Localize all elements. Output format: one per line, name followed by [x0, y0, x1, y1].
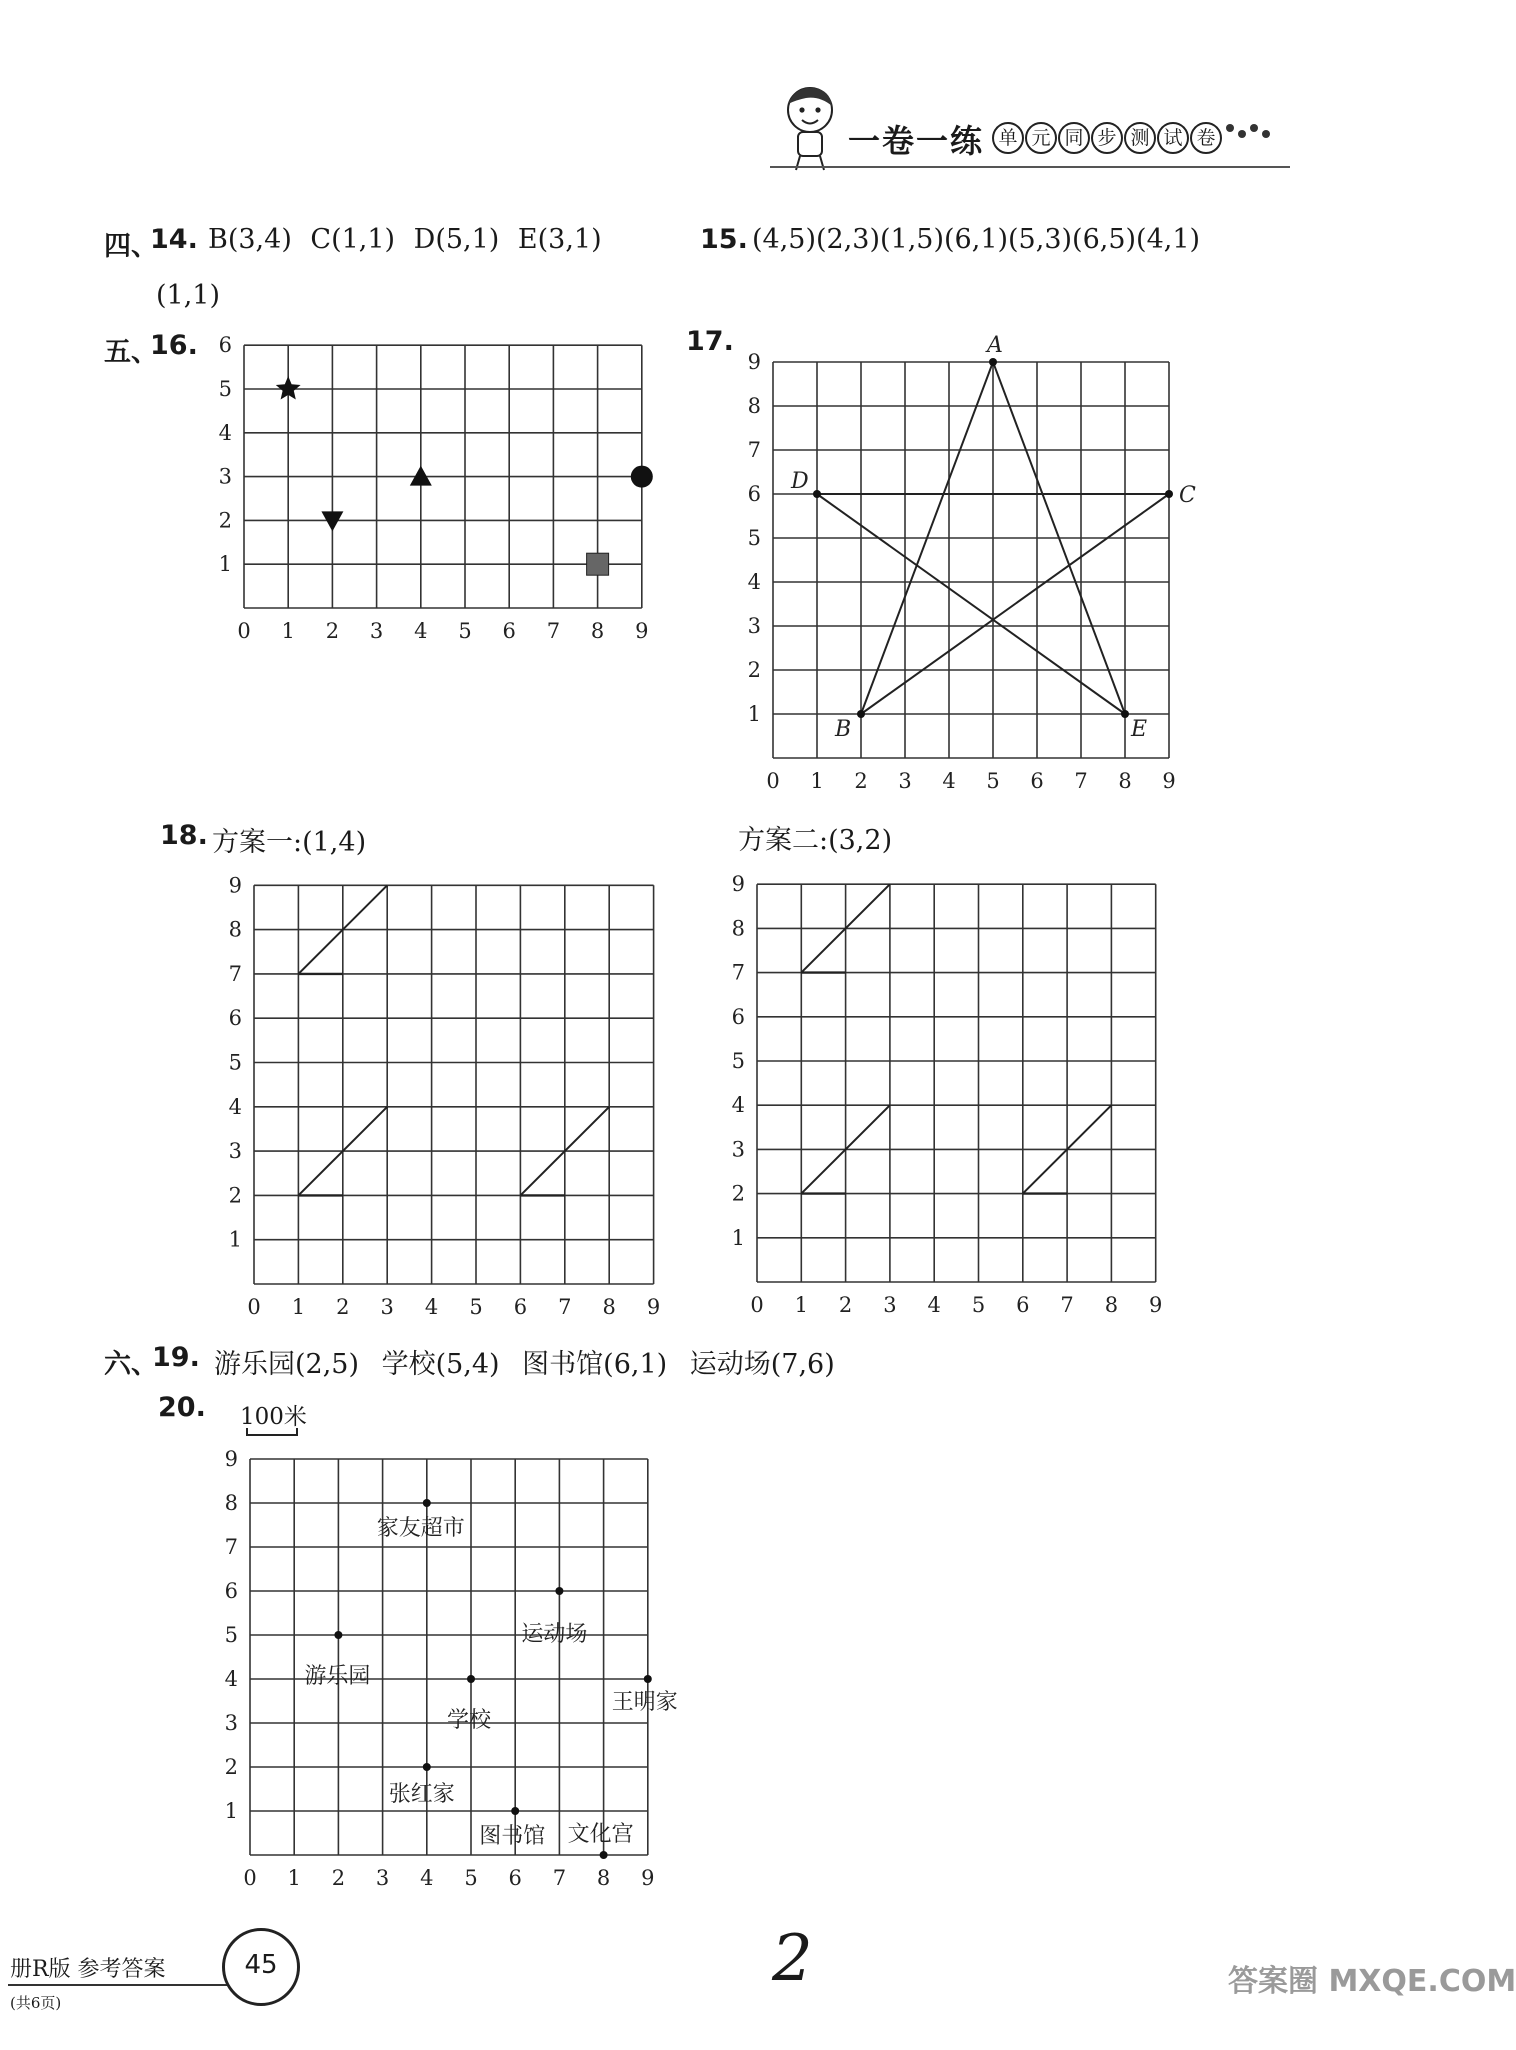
y-tick-label: 6	[747, 482, 761, 506]
x-tick-label: 8	[596, 1866, 611, 1890]
x-tick-label: 8	[1118, 769, 1132, 793]
location-point	[423, 1499, 431, 1507]
q14-answer: B(3,4) C(1,1) D(5,1) E(3,1)	[208, 224, 602, 255]
x-tick-label: 0	[750, 1293, 764, 1317]
x-tick-label: 3	[369, 619, 384, 643]
y-tick-label: 4	[224, 1667, 238, 1691]
vertex-point	[857, 710, 865, 718]
y-tick-label: 8	[228, 917, 242, 942]
header-char: 元	[1025, 122, 1057, 154]
y-tick-label: 5	[747, 526, 761, 550]
star-edge	[861, 494, 1169, 714]
location-label: 游乐园	[304, 1664, 371, 1689]
q15-answer: (4,5)(2,3)(1,5)(6,1)(5,3)(6,5)(4,1)	[752, 224, 1201, 255]
y-tick-label: 4	[747, 570, 761, 594]
y-tick-label: 1	[218, 552, 232, 577]
y-tick-label: 7	[731, 960, 745, 985]
x-tick-label: 5	[986, 769, 1000, 793]
vertex-point	[989, 358, 997, 366]
y-tick-label: 7	[228, 961, 242, 986]
y-tick-label: 9	[731, 872, 745, 897]
star-edge	[817, 494, 1125, 714]
x-tick-label: 3	[898, 769, 912, 793]
x-tick-label: 2	[854, 769, 868, 793]
triangle-up-marker	[410, 466, 432, 486]
x-tick-label: 1	[291, 1295, 306, 1319]
y-tick-label: 7	[224, 1535, 238, 1559]
header-char: 试	[1157, 122, 1189, 154]
x-tick-label: 1	[794, 1293, 808, 1317]
x-tick-label: 5	[469, 1295, 483, 1319]
y-tick-label: 7	[747, 438, 761, 462]
vertex-point	[813, 490, 821, 498]
vertex-point	[1165, 490, 1173, 498]
x-tick-label: 5	[971, 1293, 986, 1317]
x-tick-label: 2	[838, 1293, 853, 1317]
header-char: 测	[1124, 122, 1156, 154]
y-tick-label: 2	[747, 658, 761, 682]
x-tick-label: 3	[375, 1866, 390, 1890]
q15-number: 15.	[700, 224, 748, 255]
location-label: 王明家	[611, 1690, 678, 1715]
header-char: 单	[992, 122, 1024, 154]
footer-rule	[8, 1984, 228, 1986]
y-tick-label: 8	[224, 1491, 238, 1515]
x-tick-label: 9	[635, 619, 649, 643]
x-tick-label: 8	[1104, 1293, 1119, 1317]
x-tick-label: 3	[883, 1293, 897, 1317]
vertex-label: B	[835, 717, 852, 742]
header-char: 卷	[1190, 122, 1222, 154]
y-tick-label: 2	[228, 1183, 242, 1208]
y-tick-label: 5	[228, 1050, 242, 1075]
x-tick-label: 0	[237, 619, 251, 643]
x-tick-label: 7	[1074, 769, 1088, 793]
location-label: 学校	[447, 1708, 492, 1733]
y-tick-label: 8	[747, 394, 761, 418]
brand-title: 一卷一练	[848, 122, 985, 160]
y-tick-label: 3	[218, 464, 232, 489]
x-tick-label: 8	[590, 619, 605, 643]
x-tick-label: 2	[331, 1866, 346, 1890]
q17-number: 17.	[686, 326, 734, 357]
section-5-label: 五、	[104, 337, 158, 368]
y-tick-label: 1	[224, 1799, 238, 1823]
x-tick-label: 8	[602, 1295, 616, 1319]
location-point	[334, 1631, 342, 1639]
q14-number: 14.	[150, 224, 198, 255]
section-4-label: 四、	[104, 231, 158, 262]
location-point	[600, 1851, 608, 1859]
section-6-label: 六、	[104, 1349, 158, 1380]
x-tick-label: 1	[281, 619, 295, 643]
y-tick-label: 4	[731, 1093, 745, 1118]
y-tick-label: 9	[228, 873, 242, 898]
location-label: 图书馆	[479, 1824, 546, 1849]
q19-answer: 游乐园(2,5) 学校(5,4) 图书馆(6,1) 运动场(7,6)	[214, 1349, 835, 1380]
header-char: 同	[1058, 122, 1090, 154]
vertex-label: A	[987, 333, 1003, 358]
location-label: 家友超市	[376, 1516, 465, 1541]
scale-label: 100米	[240, 1404, 307, 1430]
x-tick-label: 3	[380, 1295, 394, 1319]
vertex-point	[1121, 710, 1129, 718]
x-tick-label: 2	[325, 619, 340, 643]
y-tick-label: 5	[731, 1049, 745, 1073]
location-label: 运动场	[521, 1622, 588, 1647]
x-tick-label: 9	[641, 1866, 655, 1890]
x-tick-label: 0	[247, 1295, 261, 1319]
y-tick-label: 6	[224, 1579, 238, 1603]
y-tick-label: 3	[228, 1139, 242, 1164]
x-tick-label: 7	[1060, 1293, 1074, 1317]
square-marker	[587, 553, 609, 575]
location-point	[423, 1763, 431, 1771]
y-tick-label: 4	[218, 420, 232, 445]
x-tick-label: 0	[766, 769, 780, 793]
y-tick-label: 2	[218, 508, 232, 533]
y-tick-label: 1	[731, 1225, 745, 1250]
x-tick-label: 0	[243, 1866, 257, 1890]
x-tick-label: 6	[513, 1295, 528, 1319]
x-tick-label: 7	[558, 1295, 572, 1319]
q20-number: 20.	[158, 1392, 206, 1423]
x-tick-label: 4	[942, 769, 956, 793]
location-label: 文化宫	[567, 1822, 634, 1847]
y-tick-label: 3	[731, 1137, 745, 1162]
q18-number: 18.	[160, 820, 208, 851]
y-tick-label: 8	[731, 916, 745, 941]
x-tick-label: 9	[1149, 1293, 1163, 1317]
y-tick-label: 3	[747, 614, 761, 638]
location-label: 张红家	[388, 1782, 455, 1807]
x-tick-label: 9	[1162, 769, 1176, 793]
x-tick-label: 7	[552, 1866, 567, 1890]
vertex-label: E	[1131, 717, 1148, 742]
footer-pages-total: (共6页)	[10, 1994, 62, 2012]
y-tick-label: 4	[228, 1094, 242, 1119]
y-tick-label: 3	[224, 1711, 238, 1735]
q18-plan2-label: 方案二:(3,2)	[738, 825, 893, 856]
y-tick-label: 1	[747, 702, 761, 726]
x-tick-label: 4	[424, 1295, 439, 1319]
x-tick-label: 4	[927, 1293, 941, 1317]
x-tick-label: 1	[810, 769, 824, 793]
location-point	[555, 1587, 563, 1595]
q16-number: 16.	[150, 330, 198, 361]
y-tick-label: 6	[731, 1004, 745, 1029]
x-tick-label: 4	[414, 619, 428, 643]
y-tick-label: 9	[747, 350, 761, 374]
footer-edition: 册R版 参考答案	[10, 1957, 166, 1982]
x-tick-label: 6	[508, 1866, 522, 1890]
x-tick-label: 5	[464, 1866, 478, 1890]
y-tick-label: 5	[218, 377, 232, 401]
x-tick-label: 7	[546, 619, 561, 643]
x-tick-label: 9	[646, 1295, 661, 1319]
y-tick-label: 2	[224, 1755, 238, 1779]
y-tick-label: 5	[224, 1623, 238, 1647]
triangle-down-marker	[321, 511, 343, 531]
watermark: 答案圈 MXQE.COM	[1228, 1964, 1516, 1999]
q15-answer-continued: (1,1)	[156, 280, 221, 311]
x-tick-label: 6	[1016, 1293, 1030, 1317]
vertex-label: D	[791, 469, 809, 494]
header-char: 步	[1091, 122, 1123, 154]
page-number: 45	[244, 1950, 278, 1980]
x-tick-label: 1	[287, 1866, 301, 1890]
y-tick-label: 6	[228, 1006, 242, 1031]
y-tick-label: 9	[224, 1447, 238, 1471]
location-point	[511, 1807, 519, 1815]
x-tick-label: 6	[502, 619, 516, 643]
q18-plan1-label: 方案一:(1,4)	[212, 827, 367, 858]
vertex-label: C	[1179, 483, 1196, 508]
x-tick-label: 5	[458, 619, 472, 643]
circle-marker	[631, 466, 653, 488]
x-tick-label: 2	[336, 1295, 350, 1319]
handwritten-page-number: 2	[772, 1922, 813, 1996]
x-tick-label: 4	[420, 1866, 434, 1890]
y-tick-label: 1	[228, 1227, 242, 1252]
q19-number: 19.	[152, 1342, 200, 1373]
y-tick-label: 6	[218, 333, 232, 358]
y-tick-label: 2	[731, 1181, 745, 1206]
location-point	[644, 1675, 652, 1683]
location-point	[467, 1675, 475, 1683]
x-tick-label: 6	[1030, 769, 1044, 793]
